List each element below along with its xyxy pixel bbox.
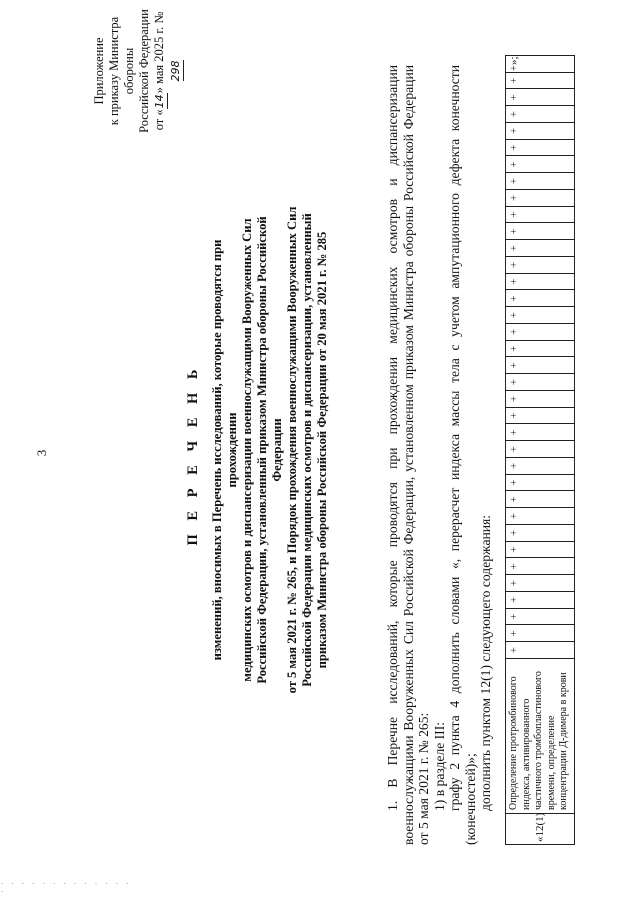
appendix-order-number: 298 bbox=[169, 60, 182, 82]
page-number: 3 bbox=[34, 449, 49, 457]
table-mark-cell: + bbox=[506, 508, 575, 525]
document-title: П Е Р Е Ч Е Н Ь bbox=[185, 364, 201, 546]
table-mark-cell: + bbox=[506, 357, 575, 374]
amendment-table bbox=[505, 55, 575, 845]
row-number-cell: «12(1) bbox=[506, 814, 575, 845]
table-mark-cell: + bbox=[506, 391, 575, 408]
table-mark-cell: + bbox=[506, 72, 575, 89]
table-row bbox=[506, 56, 575, 845]
table-mark-cell: + bbox=[506, 340, 575, 357]
appendix-block bbox=[92, 7, 184, 135]
table-mark-cell: + bbox=[506, 575, 575, 592]
document-subtitle bbox=[210, 205, 330, 695]
subtitle-line: изменений, вносимых в Перечень исследований, которые проводятся при прохождении bbox=[210, 239, 239, 661]
table-mark-cell: + bbox=[506, 307, 575, 324]
table-mark-cell: + bbox=[506, 240, 575, 257]
table-mark-cell: + bbox=[506, 424, 575, 441]
subtitle-line: Российской Федерации, установленный приказом Министра обороны Российской Федерации bbox=[255, 216, 284, 684]
table-mark-cell: + bbox=[506, 608, 575, 625]
table-mark-cell: + bbox=[506, 123, 575, 140]
appendix-date-day: 14 bbox=[153, 94, 166, 109]
paragraph-3: графу 2 пункта 4 дополнить словами «, перерасчет индекса массы тела с учетом ампутационного дефекта конечности (конечностей)»; bbox=[447, 65, 478, 845]
appendix-country-line: Российской Федерации bbox=[137, 9, 151, 133]
paragraph-4: дополнить пунктом 12(1) следующего содержания: bbox=[478, 514, 493, 811]
subtitle-line: медицинских осмотров и диспансеризации военнослужащими Вооруженных Сил bbox=[240, 218, 254, 682]
table-mark-cell: + bbox=[506, 458, 575, 475]
table-mark-cell: + bbox=[506, 374, 575, 391]
table-mark-cell: + bbox=[506, 223, 575, 240]
table-mark-cell: + bbox=[506, 89, 575, 106]
table-mark-cell: + bbox=[506, 206, 575, 223]
table-mark-cell: +»; bbox=[506, 56, 575, 73]
table-mark-cell: + bbox=[506, 257, 575, 274]
table-mark-cell: + bbox=[506, 474, 575, 491]
table-mark-cell: + bbox=[506, 273, 575, 290]
table-mark-cell: + bbox=[506, 324, 575, 341]
subtitle-line: приказом Министра обороны Российской Федерации от 20 мая 2021 г. № 285 bbox=[315, 231, 329, 669]
table-mark-cell: + bbox=[506, 190, 575, 207]
table-mark-cell: + bbox=[506, 541, 575, 558]
scan-artifact: · · · · · · · · · · · · · · bbox=[0, 880, 131, 896]
table-mark-cell: + bbox=[506, 441, 575, 458]
table-mark-cell: + bbox=[506, 106, 575, 123]
appendix-date-prefix: от « bbox=[152, 109, 166, 131]
table-mark-cell: + bbox=[506, 139, 575, 156]
table-mark-cell: + bbox=[506, 525, 575, 542]
appendix-date-mid: » мая 2025 г. № bbox=[152, 11, 166, 94]
table-mark-cell: + bbox=[506, 407, 575, 424]
table-mark-cell: + bbox=[506, 592, 575, 609]
appendix-order-line: к приказу Министра обороны bbox=[107, 16, 136, 126]
subtitle-line: от 5 мая 2021 г. № 265, и Порядок прохождения военнослужащими Вооруженных Сил bbox=[285, 206, 299, 694]
paragraph-2: 1) в разделе III: bbox=[431, 721, 447, 811]
subtitle-line: Российской Федерации медицинских осмотров и диспансеризации, установленный bbox=[300, 213, 314, 687]
table-mark-cell: + bbox=[506, 642, 575, 659]
appendix-label: Приложение bbox=[92, 37, 106, 105]
table-mark-cell: + bbox=[506, 173, 575, 190]
paragraph-1: 1. В Перечне исследований, которые проводятся при прохождении медицинских осмотров и диспансеризации военнослужащими Вооруженных Сил Российской Федерации, установленном приказом Министра обороны Российской Федерации от 5 мая 2021 г. № 265: bbox=[385, 65, 431, 845]
table-mark-cell: + bbox=[506, 558, 575, 575]
table-mark-cell: + bbox=[506, 625, 575, 642]
table-mark-cell: + bbox=[506, 156, 575, 173]
table-mark-cell: + bbox=[506, 491, 575, 508]
row-description-cell: Определение протромбинового индекса, активированного частичного тромбопластинового времени, определение концентрации Д-димера в крови bbox=[506, 659, 575, 814]
appendix-date-line bbox=[152, 7, 184, 135]
table-mark-cell: + bbox=[506, 290, 575, 307]
document-body bbox=[385, 65, 494, 845]
